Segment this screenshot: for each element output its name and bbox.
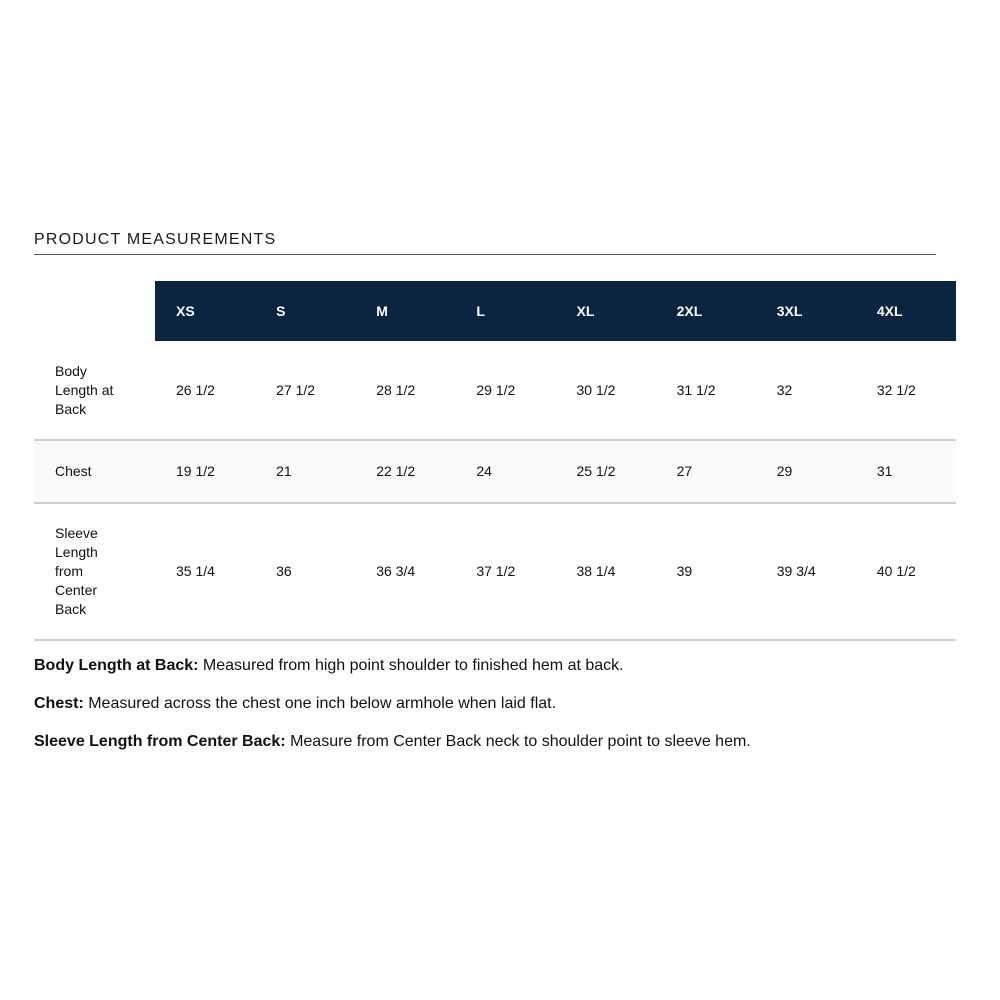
- row-label-text: Sleeve Length from Center Back: [55, 525, 98, 617]
- table-cell: 27 1/2: [255, 341, 355, 440]
- row-label-text: Body Length at Back: [55, 362, 114, 417]
- table-cell: 31: [856, 440, 956, 503]
- section-title: PRODUCT MEASUREMENTS: [34, 231, 277, 248]
- note-term: Chest:: [34, 695, 84, 712]
- row-label-body-length: [34, 341, 155, 440]
- size-header-xs: XS: [155, 281, 255, 341]
- row-label-chest: [34, 440, 155, 503]
- table-row-body-length: [34, 341, 956, 440]
- size-header-xl: XL: [556, 281, 656, 341]
- table-cell: 26 1/2: [155, 341, 255, 440]
- row-label-sleeve-length: [34, 503, 155, 640]
- size-header-s: S: [255, 281, 355, 341]
- table-cell: 37 1/2: [455, 503, 555, 640]
- size-header-2xl: 2XL: [656, 281, 756, 341]
- table-cell: 25 1/2: [556, 440, 656, 503]
- table-cell: 21: [255, 440, 355, 503]
- table-cell: 36: [255, 503, 355, 640]
- size-header-row: [34, 281, 956, 341]
- size-header-l: L: [455, 281, 555, 341]
- note-text: Measured across the chest one inch below armhole when laid flat.: [83, 695, 557, 712]
- table-cell: 30 1/2: [556, 341, 656, 440]
- table-row-sleeve-length: [34, 503, 956, 640]
- note-text: Measured from high point shoulder to finished hem at back.: [198, 657, 624, 674]
- note-text: Measure from Center Back neck to shoulder point to sleeve hem.: [285, 733, 751, 750]
- table-row-chest: [34, 440, 956, 503]
- size-header-4xl: 4XL: [856, 281, 956, 341]
- row-label-text: Chest: [55, 463, 92, 479]
- measurement-notes: [34, 656, 964, 770]
- table-cell: 24: [455, 440, 555, 503]
- note-body-length: [34, 656, 964, 675]
- note-chest: [34, 694, 964, 713]
- table-cell: 29: [756, 440, 856, 503]
- table-cell: 38 1/4: [556, 503, 656, 640]
- note-term: Body Length at Back:: [34, 657, 199, 674]
- table-cell: 39 3/4: [756, 503, 856, 640]
- size-header-m: M: [355, 281, 455, 341]
- table-cell: 28 1/2: [355, 341, 455, 440]
- table-cell: 22 1/2: [355, 440, 455, 503]
- table-cell: 40 1/2: [856, 503, 956, 640]
- size-chart-table: [34, 281, 956, 641]
- note-sleeve-length: [34, 732, 964, 751]
- size-header-3xl: 3XL: [756, 281, 856, 341]
- table-cell: 32 1/2: [856, 341, 956, 440]
- table-cell: 36 3/4: [355, 503, 455, 640]
- table-cell: 39: [656, 503, 756, 640]
- header-corner-cell: [34, 281, 155, 341]
- table-cell: 29 1/2: [455, 341, 555, 440]
- table-cell: 31 1/2: [656, 341, 756, 440]
- table-cell: 27: [656, 440, 756, 503]
- title-divider: [34, 254, 936, 255]
- table-cell: 35 1/4: [155, 503, 255, 640]
- note-term: Sleeve Length from Center Back:: [34, 733, 286, 750]
- table-cell: 32: [756, 341, 856, 440]
- table-cell: 19 1/2: [155, 440, 255, 503]
